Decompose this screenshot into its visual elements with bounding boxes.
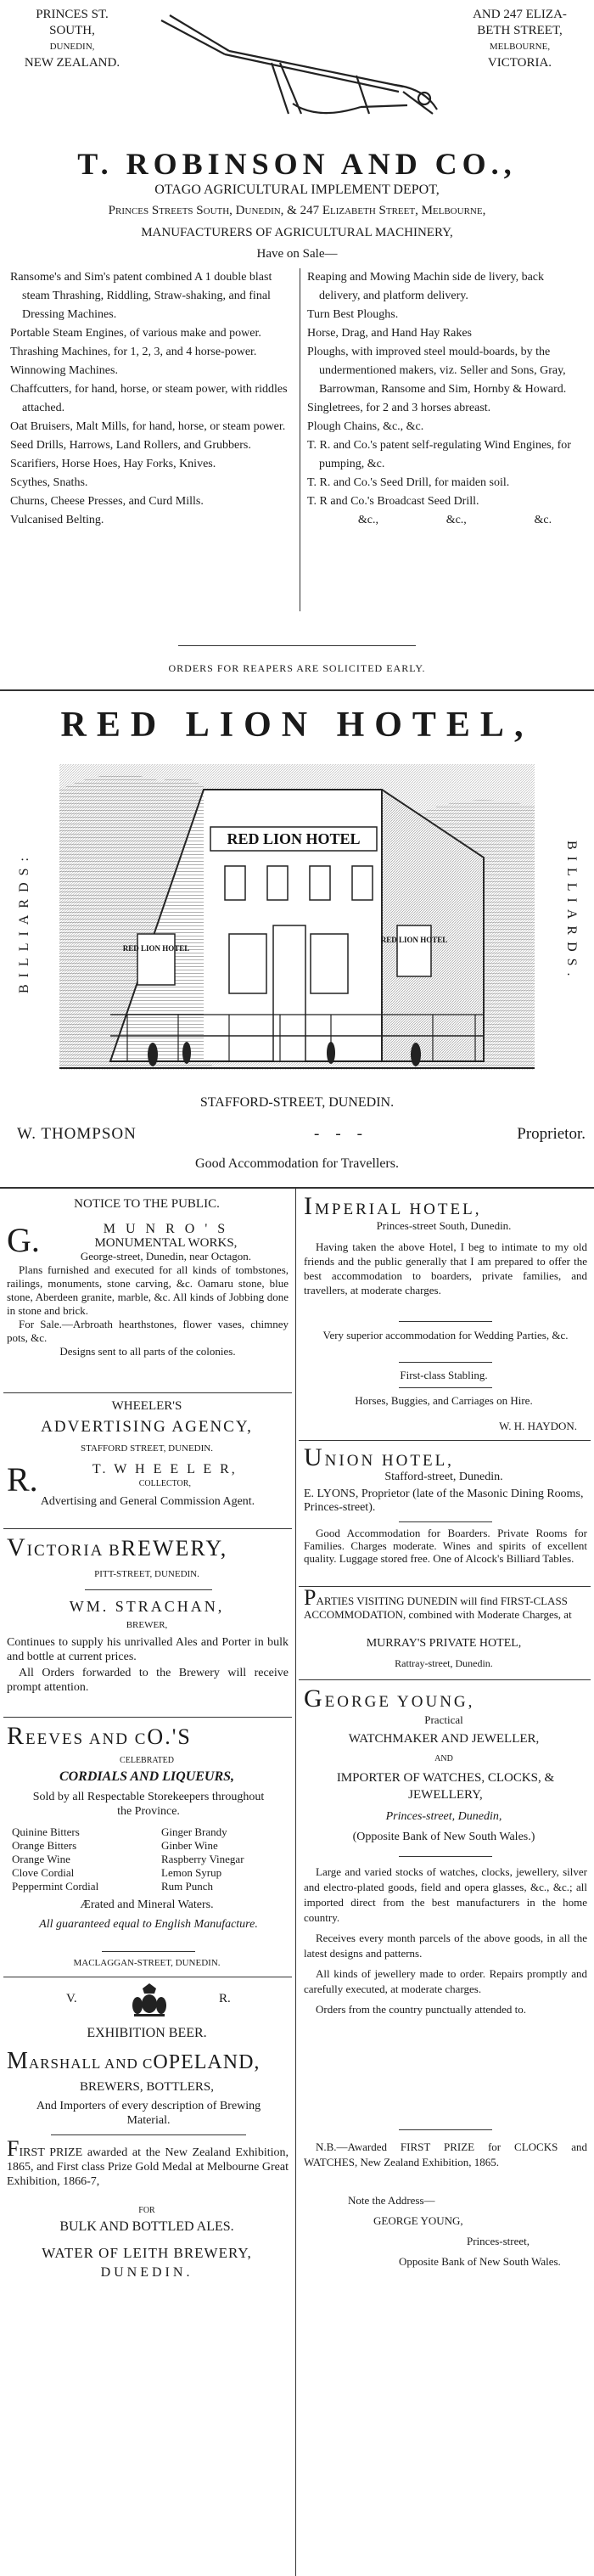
- list-item: Ransome's and Sim's patent combined A 1 double blast steam Thrashing, Riddling, Straw-shaking, and final Dressing Machines.: [10, 271, 272, 321]
- vr-right: R.: [219, 1992, 231, 2005]
- billiards-right: BILLIARDS.: [564, 841, 579, 983]
- young-practical: Practical: [424, 1713, 463, 1726]
- divider: [399, 2129, 492, 2130]
- royal-arms-icon: [131, 1983, 168, 2017]
- young-body-2: Receives every month parcels of the above goods, in all the latest designs and patterns.: [304, 1932, 587, 1960]
- robinson-right-heading: [450, 7, 590, 71]
- list-item: Clove Cordial: [12, 1866, 75, 1879]
- young-opposite: (Opposite Bank of New South Wales.): [352, 1831, 535, 1843]
- murray-body: ARTIES VISITING DUNEDIN will find FIRST-CLASS ACCOMMODATION, combined with Moderate Charges, at: [304, 1595, 572, 1621]
- ad-divider: [299, 1679, 591, 1680]
- section-rule: [0, 689, 594, 691]
- orders-note: ORDERS FOR REAPERS ARE SOLICITED EARLY.: [168, 662, 426, 674]
- robinson-makers: MANUFACTURERS OF AGRICULTURAL MACHINERY,: [141, 226, 453, 239]
- wheeler-title: ADVERTISING AGENCY,: [41, 1418, 253, 1436]
- victoria-initial: V: [7, 1533, 27, 1561]
- robinson-left-list: [10, 268, 294, 530]
- etc: &c.: [534, 514, 552, 526]
- wheeler-name: T. W H E E L E R,: [92, 1462, 238, 1476]
- young-initial: G: [304, 1685, 325, 1713]
- water-title: WATER OF LEITH BREWERY,: [42, 2245, 252, 2261]
- reeves-quality: All guaranteed equal to English Manufacture.: [39, 1918, 258, 1931]
- notice-head: NOTICE TO THE PUBLIC.: [74, 1197, 220, 1211]
- strachan-name: WM. STRACHAN,: [69, 1598, 225, 1615]
- list-item: Thrashing Machines, for 1, 2, 3, and 4 horse-power.: [10, 346, 257, 358]
- exhibition-beer: EXHIBITION BEER.: [87, 2026, 207, 2040]
- list-item: Vulcanised Belting.: [10, 514, 104, 526]
- redlion-street: STAFFORD-STREET, DUNEDIN.: [199, 1095, 395, 1110]
- imperial-horses: Horses, Buggies, and Carriages on Hire.: [355, 1394, 533, 1407]
- list-item: Scarifiers, Horse Hoes, Hay Forks, Knives.: [10, 458, 216, 470]
- reeves-title-row: [7, 1722, 289, 1751]
- victoria-addr: PITT-STREET, DUNEDIN.: [94, 1569, 199, 1579]
- marshall-initial: M: [7, 2048, 29, 2074]
- imperial-initial: I: [304, 1192, 315, 1220]
- munro-body: Plans furnished and executed for all kinds of tombstones, railings, monuments, stone carving, &c. Oamaru stone, blue stone, Aberdeen granite, marble, &c. All kinds of Jobbing done in stone and brick.: [7, 1263, 289, 1317]
- list-item: Turn Best Ploughs.: [307, 308, 399, 321]
- divider: [399, 1387, 492, 1388]
- reeves-aerated: Ærated and Mineral Waters.: [80, 1898, 214, 1911]
- wheeler-ad: [7, 1462, 289, 1509]
- divider: [85, 1589, 212, 1590]
- list-item: Chaffcutters, for hand, horse, or steam power, with riddles attached.: [10, 383, 288, 414]
- list-item: Winnowing Machines.: [10, 364, 118, 377]
- strachan-orders: All Orders forwarded to the Brewery will receive prompt attention.: [7, 1667, 289, 1694]
- wheeler-addr: STAFFORD STREET, DUNEDIN.: [81, 1443, 213, 1454]
- list-item: Raspberry Vinegar: [161, 1853, 244, 1865]
- divider: [399, 1362, 492, 1363]
- list-item: Ginger Brandy: [161, 1825, 227, 1838]
- etc-row: [307, 511, 586, 530]
- wheeler-desc: Advertising and General Commission Agent.: [40, 1495, 255, 1508]
- column-divider: [295, 1187, 296, 2576]
- young-sig: GEORGE YOUNG,: [373, 2214, 463, 2227]
- young-nb: N.B.—Awarded FIRST PRIZE for CLOCKS and WATCHES, New Zealand Exhibition, 1865.: [304, 2140, 587, 2168]
- reeves-list-right: [161, 1825, 289, 1893]
- victoria-title: ICTORIA B: [26, 1542, 121, 1560]
- list-item: Horse, Drag, and Hand Hay Rakes: [307, 327, 472, 340]
- list-item: Reaping and Mowing Machin side de livery, back delivery, and platform delivery.: [307, 271, 545, 302]
- list-item: Rum Punch: [161, 1880, 214, 1893]
- etc: &c.,: [357, 514, 378, 526]
- left-heading-line: PRINCES ST.: [36, 8, 109, 21]
- ad-divider: [3, 1392, 292, 1393]
- marshall-sub: BREWERS, BOTTLERS,: [80, 2080, 214, 2094]
- list-item: Peppermint Cordial: [12, 1880, 99, 1893]
- robinson-left-heading: [8, 7, 136, 71]
- divider: [399, 1321, 492, 1322]
- prize-body: IRST PRIZE awarded at the New Zealand Exhibition, 1865, and First class Prize Gold Medal at Melbourne Great Exhibition, 1866-7,: [7, 2146, 289, 2188]
- reeves-celebrated: CELEBRATED: [120, 1756, 174, 1765]
- redlion-title: RED LION HOTEL,: [60, 706, 534, 745]
- divider: [102, 1951, 195, 1952]
- divider: [399, 1856, 492, 1857]
- ad-divider: [3, 1717, 292, 1718]
- munro-sub: MONUMENTAL WORKS,: [94, 1236, 238, 1250]
- list-item: Orange Bitters: [12, 1839, 77, 1852]
- hotel-window-sign-right: RED LION HOTEL: [380, 936, 448, 944]
- reeves-title: EEVES AND C: [25, 1730, 148, 1748]
- plough-illustration: [144, 3, 450, 131]
- imperial-body: Having taken the above Hotel, I beg to intimate to my old friends and the public generally that I am prepared to offer the best accommodation to boarders, private families, and travellers, at moderate charges.: [304, 1240, 587, 1296]
- murray-initial: P: [304, 1585, 317, 1610]
- ad-divider: [299, 1586, 591, 1587]
- ad-divider: [3, 1528, 292, 1529]
- robinson-subtitle: OTAGO AGRICULTURAL IMPLEMENT DEPOT,: [154, 183, 440, 197]
- reeves-product: CORDIALS AND LIQUEURS,: [59, 1769, 235, 1784]
- right-heading-line: MELBOURNE,: [489, 42, 551, 52]
- prize-for: FOR: [138, 2206, 155, 2215]
- hotel-sign: RED LION HOTEL: [227, 830, 361, 847]
- water-city: DUNEDIN.: [100, 2265, 193, 2280]
- munro-sale: For Sale.—Arbroath hearthstones, flower vases, chimney pots, &c.: [7, 1318, 289, 1344]
- list-item: Ploughs, with improved steel mould-boards, by the undermentioned makers, viz. Seller and Sons, Gray, Barrowman, Ransome and Sim, Hornby & Howard.: [307, 346, 567, 396]
- reeves-initial: R: [7, 1722, 26, 1750]
- left-heading-line: NEW ZEALAND.: [24, 56, 120, 70]
- strachan-ad: [7, 1635, 289, 1695]
- young-body: [304, 1865, 587, 2017]
- list-item: Orange Wine: [12, 1853, 70, 1865]
- list-item: Singletrees, for 2 and 3 horses abreast.: [307, 402, 491, 414]
- robinson-address: Princes Streets South, Dunedin, & 247 Elizabeth Street, Melbourne,: [108, 204, 486, 217]
- young-body-4: Orders from the country punctually attended to.: [316, 2003, 527, 2016]
- bulk-ales: BULK AND BOTTLED ALES.: [59, 2219, 234, 2234]
- list-item: Portable Steam Engines, of various make and power.: [10, 327, 261, 340]
- union-body: E. LYONS, Proprietor (late of the Masonic Dining Rooms, Princes-street).: [304, 1488, 584, 1514]
- redlion-tagline: Good Accommodation for Travellers.: [195, 1156, 399, 1171]
- divider: [51, 2134, 246, 2135]
- victoria-title-row: [7, 1533, 289, 1562]
- redlion-role: Proprietor.: [517, 1125, 586, 1143]
- imperial-addr: Princes-street South, Dunedin.: [376, 1219, 512, 1232]
- list-item: T. R. and Co.'s Seed Drill, for maiden soil.: [307, 476, 510, 489]
- left-heading-line: DUNEDIN,: [49, 42, 95, 52]
- vr-row: [7, 1983, 289, 2024]
- section-rule: [0, 1187, 594, 1189]
- ad-divider: [299, 1440, 591, 1441]
- young-title-row: [304, 1685, 587, 1713]
- union-good: Good Accommodation for Boarders. Private Rooms for Families. Charges moderate. Wines and spirits of excellent quality. Luggage stored free. One of Alcock's Billiard Tables.: [304, 1527, 587, 1565]
- hotel-window-sign-left: RED LION HOTEL: [122, 944, 190, 953]
- list-item: Oat Bruisers, Malt Mills, for hand, horse, or steam power.: [10, 420, 286, 433]
- munro-addr: George-street, Dunedin, near Octagon.: [80, 1250, 252, 1263]
- marshall-title2: OPELAND,: [153, 2051, 261, 2073]
- list-item: Churns, Cheese Presses, and Curd Mills.: [10, 495, 204, 508]
- murray-name: MURRAY'S PRIVATE HOTEL,: [366, 1637, 522, 1650]
- list-item: Lemon Syrup: [161, 1866, 222, 1879]
- reeves-sold: Sold by all Respectable Storekeepers throughout the Province.: [32, 1791, 265, 1818]
- hotel-engraving: [59, 756, 535, 1087]
- young-and: AND: [434, 1754, 453, 1763]
- marshall-title-row: [7, 2048, 289, 2075]
- imperial-name: W. H. HAYDON.: [499, 1420, 577, 1432]
- list-item: T. R. and Co.'s patent self-regulating Wind Engines, for pumping, &c.: [307, 439, 571, 470]
- marshall-body: And Importers of every description of Brewing Material.: [36, 2100, 261, 2127]
- munro-initial: G.: [7, 1223, 40, 1259]
- imperial-wedding: Very superior accommodation for Wedding Parties, &c.: [322, 1329, 569, 1341]
- list-item: Quinine Bitters: [12, 1825, 80, 1838]
- imperial-title: MPERIAL HOTEL,: [315, 1201, 482, 1218]
- wheeler-initial: R.: [7, 1462, 38, 1494]
- list-item: Plough Chains, &c., &c.: [307, 420, 424, 433]
- divider: [178, 645, 416, 646]
- robinson-right-list: [307, 268, 586, 530]
- right-heading-line: AND 247 ELIZA-: [473, 8, 567, 21]
- union-addr: Stafford-street, Dunedin.: [384, 1471, 503, 1483]
- munro-ad: [7, 1223, 289, 1358]
- list-item: Seed Drills, Harrows, Land Rollers, and Grubbers.: [10, 439, 251, 452]
- wheeler-role: COLLECTOR,: [138, 1479, 191, 1488]
- munro-designs: Designs sent to all parts of the colonies.: [59, 1345, 236, 1358]
- young-note: Note the Address—: [348, 2194, 435, 2207]
- reeves-addr: MACLAGGAN-STREET, DUNEDIN.: [73, 1958, 221, 1968]
- strachan-body: Continues to supply his unrivalled Ales and Porter in bulk and bottle at current prices.: [7, 1636, 289, 1663]
- divider: [399, 1521, 492, 1522]
- imperial-title-row: [304, 1192, 587, 1221]
- victoria-title2: REWERY,: [120, 1536, 228, 1561]
- wheeler-head: WHEELER'S: [111, 1399, 182, 1413]
- union-title: NION HOTEL,: [324, 1452, 454, 1470]
- murray-addr: Rattray-street, Dunedin.: [395, 1657, 493, 1669]
- munro-title: M U N R O ' S: [103, 1223, 229, 1236]
- imperial-stabling: First-class Stabling.: [400, 1369, 488, 1381]
- have-on-sale: Have on Sale—: [256, 247, 338, 261]
- murray-ad: [304, 1585, 587, 1622]
- list-item: Scythes, Snaths.: [10, 476, 88, 489]
- strachan-role: BREWER,: [126, 1620, 168, 1630]
- left-heading-line: SOUTH,: [49, 24, 95, 37]
- young-role: WATCHMAKER AND JEWELLER,: [348, 1732, 540, 1746]
- vr-left: V.: [66, 1992, 77, 2005]
- young-sig3: Opposite Bank of New South Wales.: [399, 2255, 561, 2268]
- etc: &c.,: [446, 514, 467, 526]
- billiards-left: BILLIARDS:: [17, 851, 31, 993]
- prize-ad: [7, 2136, 289, 2189]
- robinson-title: T. ROBINSON AND CO.,: [77, 147, 517, 181]
- young-title: EORGE YOUNG,: [324, 1693, 475, 1711]
- young-importer: IMPORTER OF WATCHES, CLOCKS, & JEWELLERY,: [336, 1771, 555, 1802]
- union-title-row: [304, 1443, 587, 1472]
- right-heading-line: VICTORIA.: [487, 56, 552, 70]
- redlion-owner: W. THOMPSON: [17, 1125, 137, 1143]
- redlion-dashes: - - -: [314, 1125, 362, 1143]
- reeves-list-left: [12, 1825, 148, 1893]
- list-item: T. R and Co.'s Broadcast Seed Drill.: [307, 495, 479, 508]
- right-heading-line: BETH STREET,: [477, 24, 563, 37]
- marshall-title: ARSHALL AND C: [28, 2056, 154, 2072]
- union-initial: U: [304, 1443, 325, 1471]
- list-item: Ginber Wine: [161, 1839, 218, 1852]
- young-body-3: All kinds of jewellery made to order. Repairs promptly and carefully executed, at moderate charges.: [304, 1967, 587, 1995]
- young-sig2: Princes-street,: [467, 2235, 530, 2247]
- young-street: Princes-street, Dunedin,: [385, 1810, 502, 1823]
- young-body-1: Large and varied stocks of watches, clocks, jewellery, silver and electro-plated goods, field and opera glasses, &c., &c.; all imported direct from the best manufacturers in the home country.: [304, 1865, 587, 1924]
- reeves-title2: O.'S: [147, 1724, 192, 1749]
- prize-initial: F: [7, 2136, 20, 2161]
